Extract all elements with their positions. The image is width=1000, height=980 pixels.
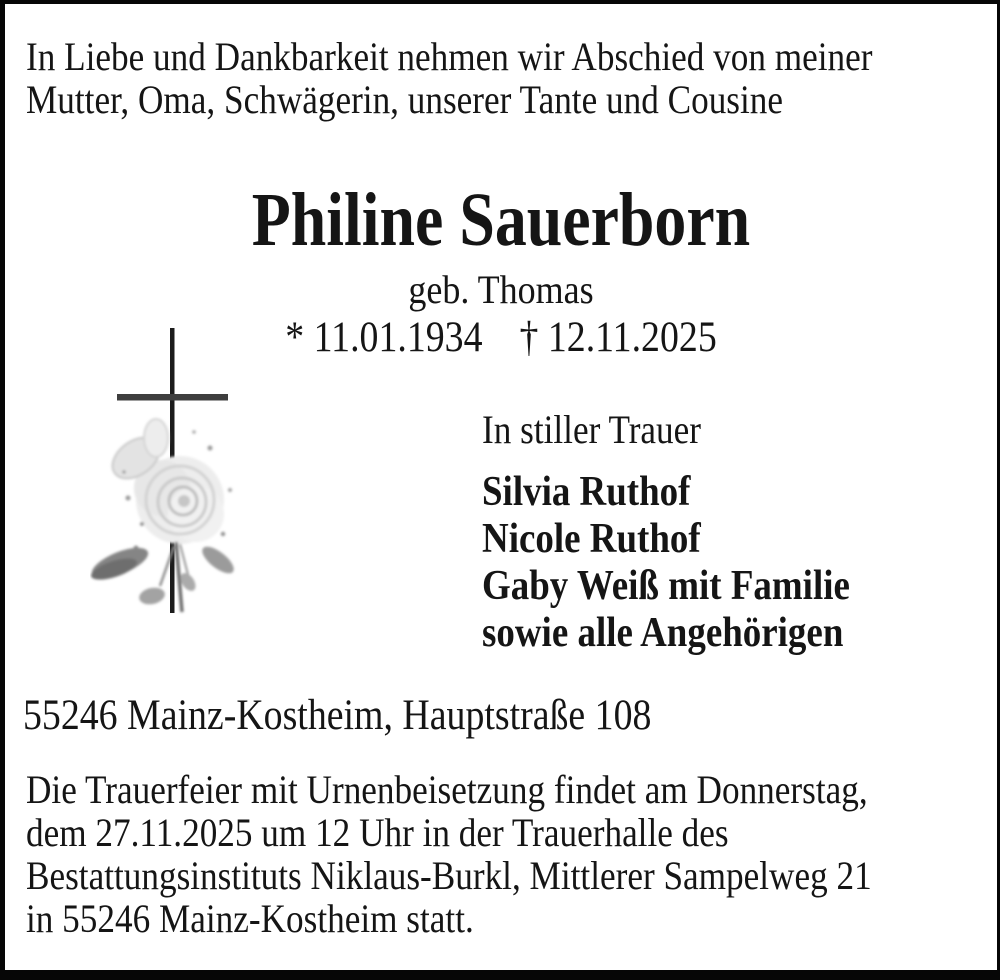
memorial-cross-rose-icon [90, 320, 260, 620]
mourner-name: Nicole Ruthof [482, 516, 701, 562]
mourner-name: Silvia Ruthof [482, 469, 691, 515]
rose-icon [90, 419, 238, 612]
intro-line-1: In Liebe und Dankbarkeit nehmen wir Abschied von meiner [26, 34, 873, 79]
birth-date: * 11.01.1934 [285, 314, 483, 361]
funeral-line-3: Bestattungsinstituts Niklaus-Burkl, Mittlerer Sampelweg 21 [26, 853, 872, 898]
funeral-line-1: Die Trauerfeier mit Urnenbeisetzung findet am Donnerstag, [26, 767, 868, 812]
mourning-header: In stiller Trauer [482, 407, 702, 452]
mourners-list [482, 469, 850, 657]
maiden-name: geb. Thomas [408, 267, 594, 312]
funeral-line-4: in 55246 Mainz-Kostheim statt. [26, 896, 474, 941]
mourner-name: Gaby Weiß mit Familie [482, 563, 850, 609]
deceased-name: Philine Sauerborn [251, 178, 751, 262]
death-date: † 12.11.2025 [519, 314, 717, 361]
residence-address: 55246 Mainz-Kostheim, Hauptstraße 108 [23, 692, 652, 739]
funeral-line-2: dem 27.11.2025 um 12 Uhr in der Trauerhalle des [26, 810, 729, 855]
intro-text [26, 35, 873, 121]
intro-line-2: Mutter, Oma, Schwägerin, unserer Tante und Cousine [26, 77, 783, 122]
mourners-closing: sowie alle Angehörigen [482, 610, 844, 656]
funeral-info [26, 768, 872, 940]
